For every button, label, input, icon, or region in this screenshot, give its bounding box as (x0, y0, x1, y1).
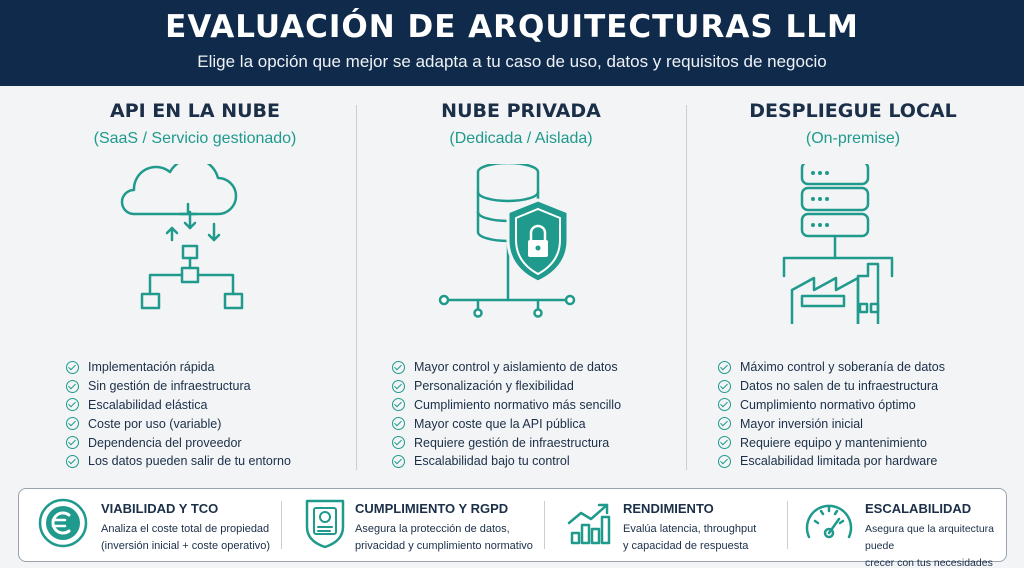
list-item: Escalabilidad limitada por hardware (718, 452, 945, 471)
list-item: Máximo control y soberanía de datos (718, 358, 945, 377)
column-divider (686, 105, 687, 470)
check-icon (392, 398, 405, 411)
check-icon (66, 380, 79, 393)
gauge-icon (803, 497, 855, 549)
criterion-title: VIABILIDAD Y TCO (101, 501, 219, 516)
check-icon (66, 436, 79, 449)
shield-document-icon (299, 497, 351, 549)
list-item: Escalabilidad elástica (66, 396, 291, 415)
column-subtitle: (On-premise) (805, 130, 901, 147)
check-icon (392, 417, 405, 430)
criteria-divider (787, 501, 788, 549)
server-shield-lock-icon (356, 164, 686, 324)
check-icon (718, 436, 731, 449)
criteria-bar (18, 488, 1007, 568)
column-subtitle: (Dedicada / Aislada) (449, 130, 593, 147)
criterion-title: ESCALABILIDAD (865, 501, 972, 516)
check-icon (66, 361, 79, 374)
column-subtitle: (SaaS / Servicio gestionado) (93, 130, 297, 147)
column-title: API EN LA NUBE (109, 100, 281, 122)
column-icon-area (356, 164, 686, 364)
column-private-cloud (356, 98, 686, 469)
list-item: Los datos pueden salir de tu entorno (66, 452, 291, 471)
feature-list (392, 358, 621, 471)
criterion-tco (37, 489, 277, 561)
column-cloud-api (30, 98, 360, 469)
check-icon (392, 380, 405, 393)
check-icon (392, 361, 405, 374)
list-item: Implementación rápida (66, 358, 291, 377)
list-item: Coste por uso (variable) (66, 414, 291, 433)
criterion-description: Asegura que la arquitectura puede crecer con tus necesidades (865, 523, 994, 568)
criterion-gdpr (299, 489, 539, 561)
check-icon (718, 398, 731, 411)
criterion-performance (565, 489, 785, 561)
list-item: Datos no salen de tu infraestructura (718, 377, 945, 396)
page-title: EVALUACIÓN DE ARQUITECTURAS LLM (165, 9, 859, 45)
criterion-title: CUMPLIMIENTO Y RGPD (355, 501, 509, 516)
criterion-description: Analiza el coste total de propiedad (inversión inicial + coste operativo) (101, 523, 271, 552)
page-subtitle: Elige la opción que mejor se adapta a tu caso de uso, datos y requisitos de negocio (197, 52, 827, 71)
list-item: Mayor inversión inicial (718, 414, 945, 433)
criteria-divider (544, 501, 545, 549)
list-item: Requiere equipo y mantenimiento (718, 433, 945, 452)
check-icon (392, 455, 405, 468)
list-item: Dependencia del proveedor (66, 433, 291, 452)
header-banner (0, 0, 1024, 86)
column-icon-area (30, 164, 360, 364)
column-on-premise (688, 98, 1018, 469)
column-title: DESPLIEGUE LOCAL (749, 100, 957, 122)
column-title: NUBE PRIVADA (441, 100, 601, 122)
column-icon-area (688, 164, 1018, 364)
check-icon (66, 417, 79, 430)
check-icon (66, 455, 79, 468)
feature-list (66, 358, 291, 471)
check-icon (392, 436, 405, 449)
list-item: Sin gestión de infraestructura (66, 377, 291, 396)
criteria-divider (281, 501, 282, 549)
feature-list (718, 358, 945, 471)
criterion-description: Asegura la protección de datos, privacidad y cumplimiento normativo (355, 523, 533, 552)
check-icon (66, 398, 79, 411)
list-item: Mayor control y aislamiento de datos (392, 358, 621, 377)
check-icon (718, 455, 731, 468)
list-item: Personalización y flexibilidad (392, 377, 621, 396)
list-item: Requiere gestión de infraestructura (392, 433, 621, 452)
bar-chart-trend-icon (565, 497, 617, 549)
check-icon (718, 361, 731, 374)
criterion-title: RENDIMIENTO (623, 501, 714, 516)
criterion-description: Evalúa latencia, throughput y capacidad de respuesta (623, 523, 757, 552)
list-item: Mayor coste que la API pública (392, 414, 621, 433)
euro-coin-icon (37, 497, 89, 549)
list-item: Escalabilidad bajo tu control (392, 452, 621, 471)
criterion-scalability (803, 489, 1008, 568)
check-icon (718, 417, 731, 430)
server-factory-icon (688, 164, 1018, 324)
list-item: Cumplimiento normativo más sencillo (392, 396, 621, 415)
cloud-network-icon (30, 164, 360, 324)
list-item: Cumplimiento normativo óptimo (718, 396, 945, 415)
check-icon (718, 380, 731, 393)
